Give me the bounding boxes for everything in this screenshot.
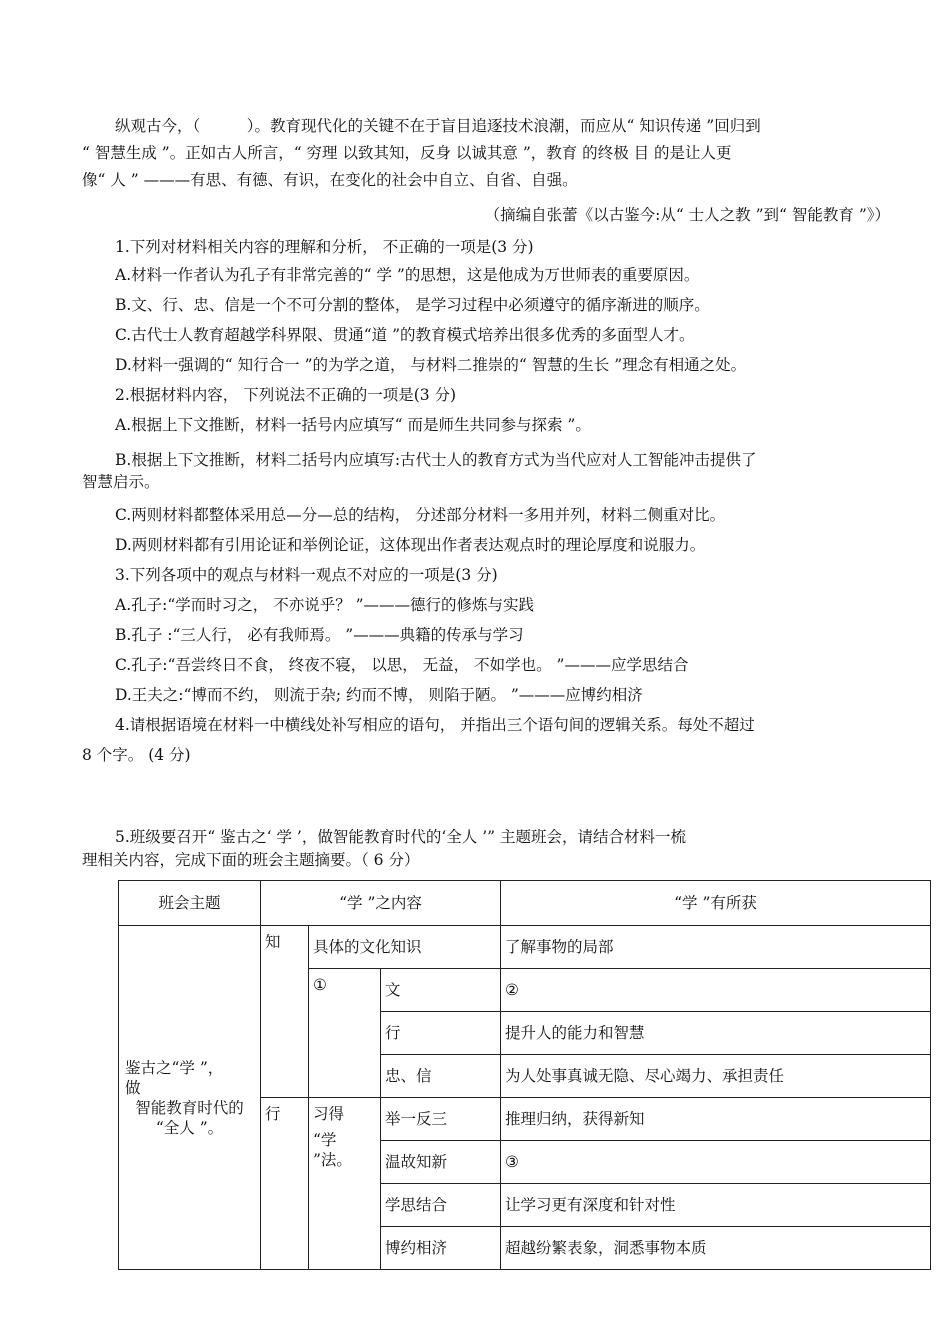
- item-zhongxin-gain: 为人处事真诚无隐、尽心竭力、承担责任: [501, 1055, 931, 1098]
- passage-line-1: 纵观古今，（ ）。教育现代化的关键不在于盲目追逐技术浪潮，而应从“ 知识传递 ”回归到: [115, 117, 761, 135]
- item-xing-gain: 提升人的能力和智慧: [501, 1012, 931, 1055]
- question-3: 3.下列各项中的观点与材料一观点不对应的一项是(3 分): [115, 566, 498, 584]
- question-3-option-c: C.孔子:“吾尝终日不食， 终夜不寝， 以思， 无益， 不如学也。 ”———应学思结合: [115, 656, 689, 674]
- method-3: 学思结合: [381, 1184, 501, 1227]
- theme-line-3: 智能教育时代的: [135, 1098, 244, 1117]
- question-2: 2.根据材料内容， 下列说法不正确的一项是(3 分): [115, 386, 457, 404]
- passage-line-2: “ 智慧生成 ”。正如古人所言，“ 穷理 以致其知，反身 以诚其意 ”，教育 的终极 目 的是让人更: [82, 144, 732, 162]
- question-5-cont: 理相关内容，完成下面的班会主题摘要。（ 6 分）: [82, 851, 420, 869]
- xing-cell: 行: [261, 1098, 309, 1270]
- header-content: “学 ”之内容: [261, 881, 501, 926]
- question-2-option-a: A.根据上下文推断，材料一括号内应填写“ 而是师生共同参与探索 ”。: [115, 416, 591, 434]
- xide-cell: [309, 1098, 381, 1270]
- item-wen: 文: [381, 969, 501, 1012]
- summary-table: [118, 880, 931, 1270]
- question-5: 5.班级要召开“ 鉴古之‘ 学 ’，做智能教育时代的‘全人 ’” 主题班会，请结合材料一梳: [115, 828, 686, 846]
- question-1-option-d: D.材料一强调的“ 知行合一 ”的为学之道， 与材料二推崇的“ 智慧的生长 ”理念有相通之处。: [115, 356, 747, 374]
- theme-line-4: “全人 ”。: [155, 1118, 224, 1137]
- theme-line-2: 做: [125, 1078, 141, 1097]
- blank-1: ①: [309, 969, 381, 1098]
- question-3-option-d: D.王夫之:“博而不约， 则流于杂; 约而不博， 则陷于陋。 ”———应博约相济: [115, 686, 643, 704]
- method-1: 举一反三: [381, 1098, 501, 1141]
- question-3-option-b: B.孔子 :“三人行， 必有我师焉。 ”———典籍的传承与学习: [115, 626, 524, 644]
- question-2-option-d: D.两则材料都有引用论证和举例论证，这体现出作者表达观点时的理论厚度和说服力。: [115, 536, 706, 554]
- blank-2: ②: [501, 969, 931, 1012]
- theme-cell: [119, 926, 261, 1270]
- question-1-option-b: B.文、行、忠、信是一个不可分割的整体， 是学习过程中必须遵守的循序渐进的顺序。: [115, 296, 710, 314]
- method-1-gain: 推理归纳，获得新知: [501, 1098, 931, 1141]
- xide-line-1: 习得: [313, 1105, 345, 1123]
- method-2: 温故知新: [381, 1141, 501, 1184]
- item-zhongxin: 忠、信: [381, 1055, 501, 1098]
- method-4: 博约相济: [381, 1227, 501, 1270]
- theme-line-1: 鉴古之“学 ”，: [125, 1058, 224, 1077]
- question-3-option-a: A.孔子:“学而时习之， 不亦说乎？ ”———德行的修炼与实践: [115, 596, 535, 614]
- method-3-gain: 让学习更有深度和针对性: [501, 1184, 931, 1227]
- question-1: 1.下列对材料相关内容的理解和分析， 不正确的一项是(3 分): [115, 238, 534, 256]
- zhi-cell: 知: [261, 926, 309, 1098]
- xide-line-2: “学: [313, 1131, 337, 1149]
- question-1-option-a: A.材料一作者认为孔子有非常完善的“ 学 ”的思想，这是他成为万世师表的重要原因。: [115, 266, 700, 284]
- question-2-option-b-cont: 智慧启示。: [82, 473, 160, 491]
- item-xing: 行: [381, 1012, 501, 1055]
- question-4: 4.请根据语境在材料一中横线处补写相应的语句， 并指出三个语句间的逻辑关系。每处不超过: [115, 716, 755, 734]
- question-4-cont: 8 个字。 (4 分): [82, 746, 191, 764]
- question-2-option-c: C.两则材料都整体采用总—分—总的结构， 分述部分材料一多用并列，材料二侧重对比。: [115, 506, 726, 524]
- passage-line-3: 像“ 人 ” ———有思、有德、有识，在变化的社会中自立、自省、自强。: [82, 171, 578, 189]
- passage-source: （摘编自张蕾《以古鉴今:从“ 士人之教 ”到“ 智能教育 ”》）: [484, 206, 890, 224]
- header-theme: 班会主题: [119, 881, 261, 926]
- zhi-gain: 了解事物的局部: [501, 926, 931, 969]
- header-gain: “学 ”有所获: [501, 881, 931, 926]
- xide-line-3: ”法。: [313, 1151, 352, 1169]
- zhi-content: 具体的文化知识: [309, 926, 501, 969]
- blank-3: ③: [501, 1141, 931, 1184]
- question-2-option-b: B.根据上下文推断，材料二括号内应填写:古代士人的教育方式为当代应对人工智能冲击提供了: [115, 451, 757, 469]
- method-4-gain: 超越纷繁表象，洞悉事物本质: [501, 1227, 931, 1270]
- question-1-option-c: C.古代士人教育超越学科界限、贯通“道 ”的教育模式培养出很多优秀的多面型人才。: [115, 326, 695, 344]
